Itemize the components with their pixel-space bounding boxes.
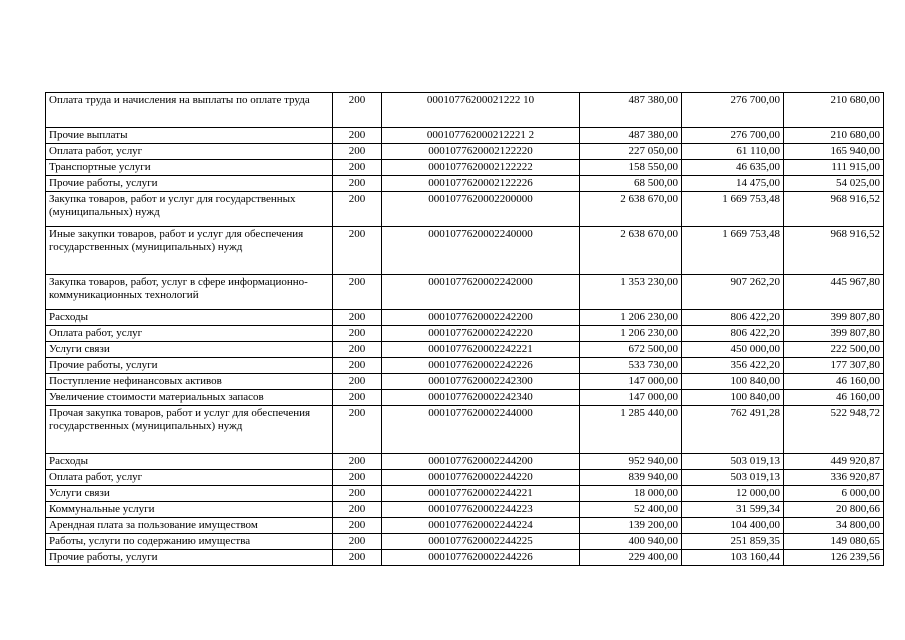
row-amount-2-cell: 14 475,00 — [682, 176, 784, 192]
row-amount-3-cell: 165 940,00 — [784, 144, 884, 160]
table-row — [46, 342, 884, 358]
row-amount-1-cell: 18 000,00 — [580, 486, 682, 502]
row-amount-1-cell: 229 400,00 — [580, 550, 682, 566]
row-amount-2-cell: 762 491,28 — [682, 406, 784, 454]
table-row — [46, 128, 884, 144]
row-amount-1-cell: 952 940,00 — [580, 454, 682, 470]
row-kbk-cell: 0001077620002242000 — [382, 275, 580, 310]
row-amount-2-cell: 251 859,35 — [682, 534, 784, 550]
row-amount-1-cell: 1 285 440,00 — [580, 406, 682, 454]
row-amount-3-cell: 46 160,00 — [784, 390, 884, 406]
table-row — [46, 390, 884, 406]
row-name-cell: Иные закупки товаров, работ и услуг для обеспечения государственных (муниципальных) нужд — [46, 227, 333, 275]
row-amount-2-cell: 100 840,00 — [682, 390, 784, 406]
table-row — [46, 534, 884, 550]
row-name-cell: Коммунальные услуги — [46, 502, 333, 518]
row-amount-2-cell: 450 000,00 — [682, 342, 784, 358]
table-row — [46, 144, 884, 160]
row-name-cell: Оплата работ, услуг — [46, 470, 333, 486]
row-code-cell: 200 — [333, 534, 382, 550]
row-amount-2-cell: 503 019,13 — [682, 470, 784, 486]
table-row — [46, 358, 884, 374]
row-amount-2-cell: 907 262,20 — [682, 275, 784, 310]
row-name-cell: Оплата работ, услуг — [46, 326, 333, 342]
row-name-cell: Работы, услуги по содержанию имущества — [46, 534, 333, 550]
row-code-cell: 200 — [333, 93, 382, 128]
row-code-cell: 200 — [333, 176, 382, 192]
row-amount-3-cell: 210 680,00 — [784, 128, 884, 144]
row-amount-1-cell: 68 500,00 — [580, 176, 682, 192]
row-code-cell: 200 — [333, 227, 382, 275]
row-amount-1-cell: 400 940,00 — [580, 534, 682, 550]
row-amount-2-cell: 276 700,00 — [682, 128, 784, 144]
row-kbk-cell: 0001077620002122222 — [382, 160, 580, 176]
row-amount-3-cell: 34 800,00 — [784, 518, 884, 534]
row-code-cell: 200 — [333, 192, 382, 227]
table-row — [46, 227, 884, 275]
row-kbk-cell: 0001077620002244226 — [382, 550, 580, 566]
row-name-cell: Прочая закупка товаров, работ и услуг для обеспечения государственных (муниципальных) нужд — [46, 406, 333, 454]
row-amount-2-cell: 103 160,44 — [682, 550, 784, 566]
row-amount-2-cell: 61 110,00 — [682, 144, 784, 160]
row-amount-2-cell: 12 000,00 — [682, 486, 784, 502]
row-amount-1-cell: 487 380,00 — [580, 93, 682, 128]
row-kbk-cell: 0001077620002240000 — [382, 227, 580, 275]
row-amount-2-cell: 806 422,20 — [682, 310, 784, 326]
row-amount-2-cell: 104 400,00 — [682, 518, 784, 534]
row-name-cell: Увеличение стоимости материальных запасов — [46, 390, 333, 406]
row-name-cell: Закупка товаров, работ и услуг для государственных (муниципальных) нужд — [46, 192, 333, 227]
row-amount-3-cell: 968 916,52 — [784, 192, 884, 227]
row-amount-1-cell: 52 400,00 — [580, 502, 682, 518]
row-kbk-cell: 0001077620002242200 — [382, 310, 580, 326]
table-row — [46, 486, 884, 502]
row-code-cell: 200 — [333, 310, 382, 326]
row-amount-3-cell: 210 680,00 — [784, 93, 884, 128]
row-kbk-cell: 0001077620002244221 — [382, 486, 580, 502]
row-amount-2-cell: 1 669 753,48 — [682, 227, 784, 275]
row-amount-1-cell: 1 353 230,00 — [580, 275, 682, 310]
table-row — [46, 176, 884, 192]
row-name-cell: Прочие работы, услуги — [46, 176, 333, 192]
row-name-cell: Оплата труда и начисления на выплаты по оплате труда — [46, 93, 333, 128]
row-kbk-cell: 0001077620002242300 — [382, 374, 580, 390]
row-name-cell: Расходы — [46, 310, 333, 326]
row-code-cell: 200 — [333, 342, 382, 358]
budget-table-body — [46, 93, 884, 566]
table-row — [46, 326, 884, 342]
row-amount-3-cell: 177 307,80 — [784, 358, 884, 374]
row-name-cell: Поступление нефинансовых активов — [46, 374, 333, 390]
row-name-cell: Услуги связи — [46, 486, 333, 502]
table-row — [46, 160, 884, 176]
row-amount-3-cell: 222 500,00 — [784, 342, 884, 358]
row-code-cell: 200 — [333, 518, 382, 534]
row-name-cell: Прочие работы, услуги — [46, 550, 333, 566]
row-code-cell: 200 — [333, 502, 382, 518]
table-row — [46, 406, 884, 454]
table-row — [46, 470, 884, 486]
table-row — [46, 518, 884, 534]
row-kbk-cell: 0001077620002244225 — [382, 534, 580, 550]
table-row — [46, 550, 884, 566]
row-name-cell: Оплата работ, услуг — [46, 144, 333, 160]
row-code-cell: 200 — [333, 160, 382, 176]
row-code-cell: 200 — [333, 275, 382, 310]
row-amount-3-cell: 149 080,65 — [784, 534, 884, 550]
row-code-cell: 200 — [333, 390, 382, 406]
row-kbk-cell: 0001077620002122226 — [382, 176, 580, 192]
row-amount-2-cell: 1 669 753,48 — [682, 192, 784, 227]
row-amount-1-cell: 1 206 230,00 — [580, 326, 682, 342]
row-amount-2-cell: 356 422,20 — [682, 358, 784, 374]
row-code-cell: 200 — [333, 326, 382, 342]
row-code-cell: 200 — [333, 374, 382, 390]
row-code-cell: 200 — [333, 454, 382, 470]
table-row — [46, 454, 884, 470]
row-amount-3-cell: 522 948,72 — [784, 406, 884, 454]
row-name-cell: Арендная плата за пользование имуществом — [46, 518, 333, 534]
row-code-cell: 200 — [333, 470, 382, 486]
row-amount-1-cell: 139 200,00 — [580, 518, 682, 534]
row-kbk-cell: 000107762000212221 2 — [382, 128, 580, 144]
row-code-cell: 200 — [333, 358, 382, 374]
row-amount-3-cell: 111 915,00 — [784, 160, 884, 176]
row-amount-3-cell: 336 920,87 — [784, 470, 884, 486]
row-amount-3-cell: 968 916,52 — [784, 227, 884, 275]
row-amount-3-cell: 6 000,00 — [784, 486, 884, 502]
row-name-cell: Прочие выплаты — [46, 128, 333, 144]
row-name-cell: Транспортные услуги — [46, 160, 333, 176]
row-amount-2-cell: 46 635,00 — [682, 160, 784, 176]
row-amount-1-cell: 158 550,00 — [580, 160, 682, 176]
row-amount-1-cell: 2 638 670,00 — [580, 227, 682, 275]
row-code-cell: 200 — [333, 550, 382, 566]
row-amount-2-cell: 100 840,00 — [682, 374, 784, 390]
row-code-cell: 200 — [333, 128, 382, 144]
row-amount-3-cell: 20 800,66 — [784, 502, 884, 518]
row-name-cell: Расходы — [46, 454, 333, 470]
row-kbk-cell: 0001077620002244200 — [382, 454, 580, 470]
row-amount-1-cell: 533 730,00 — [580, 358, 682, 374]
row-amount-1-cell: 487 380,00 — [580, 128, 682, 144]
row-name-cell: Прочие работы, услуги — [46, 358, 333, 374]
row-amount-2-cell: 806 422,20 — [682, 326, 784, 342]
row-code-cell: 200 — [333, 486, 382, 502]
row-kbk-cell: 0001077620002200000 — [382, 192, 580, 227]
table-row — [46, 93, 884, 128]
table-row — [46, 275, 884, 310]
row-amount-3-cell: 445 967,80 — [784, 275, 884, 310]
row-kbk-cell: 0001077620002242221 — [382, 342, 580, 358]
table-row — [46, 192, 884, 227]
row-kbk-cell: 0001077620002242220 — [382, 326, 580, 342]
row-amount-3-cell: 399 807,80 — [784, 310, 884, 326]
row-amount-3-cell: 399 807,80 — [784, 326, 884, 342]
row-amount-3-cell: 46 160,00 — [784, 374, 884, 390]
row-code-cell: 200 — [333, 144, 382, 160]
row-kbk-cell: 0001077620002244000 — [382, 406, 580, 454]
row-amount-3-cell: 126 239,56 — [784, 550, 884, 566]
row-amount-2-cell: 503 019,13 — [682, 454, 784, 470]
table-row — [46, 374, 884, 390]
row-amount-1-cell: 2 638 670,00 — [580, 192, 682, 227]
row-amount-1-cell: 227 050,00 — [580, 144, 682, 160]
row-name-cell: Закупка товаров, работ, услуг в сфере информационно-коммуникационных технологий — [46, 275, 333, 310]
row-amount-1-cell: 839 940,00 — [580, 470, 682, 486]
row-amount-1-cell: 672 500,00 — [580, 342, 682, 358]
row-kbk-cell: 0001077620002244220 — [382, 470, 580, 486]
table-row — [46, 502, 884, 518]
row-name-cell: Услуги связи — [46, 342, 333, 358]
row-amount-3-cell: 54 025,00 — [784, 176, 884, 192]
row-amount-1-cell: 147 000,00 — [580, 390, 682, 406]
budget-table — [45, 92, 884, 566]
row-amount-2-cell: 31 599,34 — [682, 502, 784, 518]
row-kbk-cell: 0001077620002122220 — [382, 144, 580, 160]
row-amount-3-cell: 449 920,87 — [784, 454, 884, 470]
row-amount-2-cell: 276 700,00 — [682, 93, 784, 128]
row-amount-1-cell: 147 000,00 — [580, 374, 682, 390]
row-kbk-cell: 00010776200021222 10 — [382, 93, 580, 128]
row-kbk-cell: 0001077620002244223 — [382, 502, 580, 518]
table-row — [46, 310, 884, 326]
row-amount-1-cell: 1 206 230,00 — [580, 310, 682, 326]
row-code-cell: 200 — [333, 406, 382, 454]
row-kbk-cell: 0001077620002242226 — [382, 358, 580, 374]
row-kbk-cell: 0001077620002242340 — [382, 390, 580, 406]
row-kbk-cell: 0001077620002244224 — [382, 518, 580, 534]
